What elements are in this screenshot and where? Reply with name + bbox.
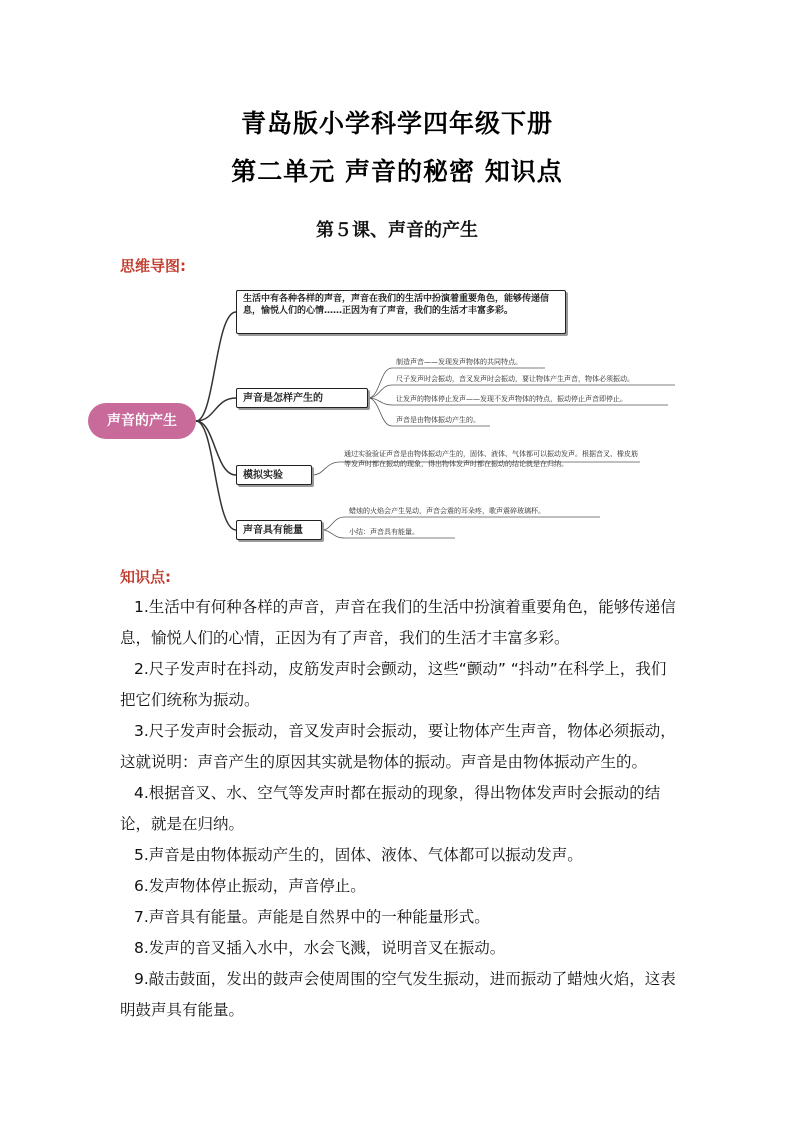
- mindmap-label: 思维导图:: [120, 257, 186, 275]
- knowledge-points-list: [120, 592, 680, 1026]
- document-title: 青岛版小学科学四年级下册: [240, 109, 553, 138]
- mindmap-root-node: 声音的产生: [88, 403, 196, 439]
- leaf-ruler-vibrate: 尺子发声时会振动，音叉发声时会振动，要让物体产生声音，物体必须振动。: [396, 375, 634, 383]
- branch-sound-has-energy: 声音具有能量: [236, 520, 322, 540]
- leaf-energy-summary: 小结：声音具有能量。: [349, 528, 419, 536]
- branch-how-sound-made: 声音是怎样产生的: [236, 388, 368, 408]
- leaf-sound-from-vibration: 声音是由物体振动产生的。: [396, 416, 480, 424]
- leaf-stop-sound: 让发声的物体停止发声——发现不发声物体的特点，振动停止声音即停止。: [396, 395, 627, 403]
- mindmap-intro-box: 生活中有各种各样的声音，声音在我们的生活中扮演着重要角色，能够传递信息，愉悦人们的心情……正因为有了声音，我们的生活才丰富多彩。: [236, 290, 566, 334]
- leaf-make-sound: 制造声音——发现发声物体的共同特点。: [396, 358, 522, 366]
- branch-simulation-experiment: 模拟实验: [236, 465, 312, 485]
- knowledge-point: 5.声音是由物体振动产生的，固体、液体、气体都可以振动发声。: [134, 846, 583, 864]
- knowledge-label: 知识点:: [120, 568, 171, 586]
- knowledge-point: 2.尺子发声时在抖动，皮筋发声时会颤动，这些“颤动” “抖动”在科学上，我们把它们统称为振动。: [120, 660, 667, 709]
- knowledge-point: 3.尺子发声时会振动，音叉发声时会振动，要让物体产生声音，物体必须振动，这就说明：声音产生的原因其实就是物体的振动。声音是由物体振动产生的。: [120, 722, 676, 771]
- leaf-candle-flame: 蜡烛的火焰会产生晃动，声音会震的耳朵疼，歌声震碎玻璃杯。: [349, 507, 545, 515]
- knowledge-point: 7.声音具有能量。声能是自然界中的一种能量形式。: [134, 908, 490, 926]
- leaf-experiment-summary: 通过实验验证声音是由物体振动产生的，固体、液体、气体都可以振动发声。根据音叉、橡皮筋等发声时都在振动的现象，得出物体发声时都在振动的结论就是在归纳。: [344, 450, 638, 468]
- knowledge-point: 1.生活中有何种各样的声音，声音在我们的生活中扮演着重要角色，能够传递信息，愉悦人们的心情，正因为有了声音，我们的生活才丰富多彩。: [120, 598, 676, 647]
- knowledge-point: 6.发声物体停止振动，声音停止。: [134, 877, 366, 895]
- knowledge-point: 4.根据音叉、水、空气等发声时都在振动的现象，得出物体发声时会振动的结论，就是在归纳。: [120, 784, 661, 833]
- lesson-title: 第５课、声音的产生: [316, 220, 478, 241]
- knowledge-point: 9.敲击鼓面，发出的鼓声会使周围的空气发生振动，进而振动了蜡烛火焰，这表明鼓声具有能量。: [120, 970, 676, 1019]
- unit-title: 第二单元 声音的秘密 知识点: [231, 157, 563, 186]
- knowledge-point: 8.发声的音叉插入水中，水会飞溅，说明音叉在振动。: [134, 939, 506, 957]
